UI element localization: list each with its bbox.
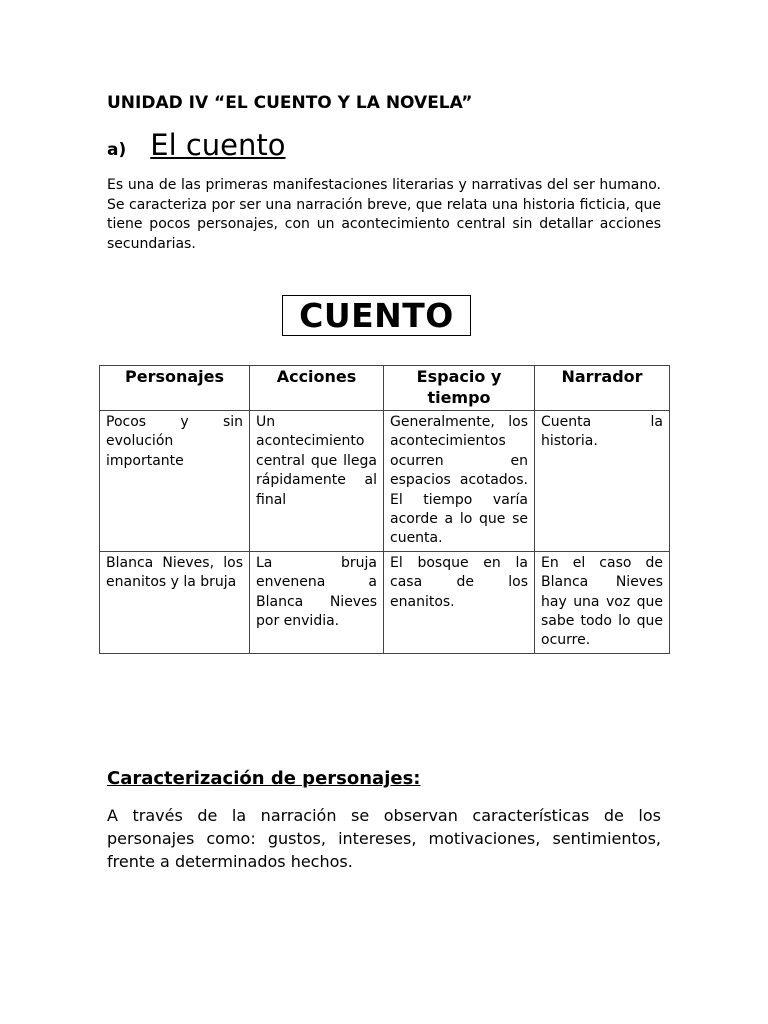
header-acciones: Acciones bbox=[250, 366, 384, 411]
table-cell: Cuenta la historia. bbox=[535, 411, 670, 552]
cuento-box-title: CUENTO bbox=[282, 295, 471, 336]
table-header-row bbox=[100, 366, 670, 411]
cuento-table bbox=[99, 365, 670, 654]
table-row bbox=[100, 551, 670, 653]
subsection-paragraph: A través de la narración se observan características de los personajes como: gustos, intereses, motivaciones, sentimientos, frente a determinados hechos. bbox=[107, 806, 661, 871]
section-letter: a) bbox=[107, 140, 127, 160]
unit-title: UNIDAD IV “EL CUENTO Y LA NOVELA” bbox=[107, 93, 473, 113]
header-narrador: Narrador bbox=[535, 366, 670, 411]
header-espacio-tiempo: Espacio y tiempo bbox=[384, 366, 535, 411]
intro-paragraph: Es una de las primeras manifestaciones literarias y narrativas del ser humano. Se caracteriza por ser una narración breve, que relata una historia ficticia, que tiene pocos personajes, con un acontecimiento central sin detallar acciones secundarias. bbox=[107, 177, 661, 252]
table-cell: Blanca Nieves, los enanitos y la bruja bbox=[100, 551, 250, 653]
table-cell: Pocos y sin evolución importante bbox=[100, 411, 250, 552]
section-title: El cuento bbox=[150, 128, 286, 162]
table-cell: La bruja envenena a Blanca Nieves por envidia. bbox=[250, 551, 384, 653]
table-row bbox=[100, 411, 670, 552]
section-heading bbox=[107, 128, 286, 162]
table-cell: El bosque en la casa de los enanitos. bbox=[384, 551, 535, 653]
subsection-title: Caracterización de personajes: bbox=[107, 768, 421, 789]
table-cell: Un acontecimiento central que llega rápidamente al final bbox=[250, 411, 384, 552]
table-cell: Generalmente, los acontecimientos ocurren en espacios acotados. El tiempo varía acorde a lo que se cuenta. bbox=[384, 411, 535, 552]
header-personajes: Personajes bbox=[100, 366, 250, 411]
table-cell: En el caso de Blanca Nieves hay una voz que sabe todo lo que ocurre. bbox=[535, 551, 670, 653]
